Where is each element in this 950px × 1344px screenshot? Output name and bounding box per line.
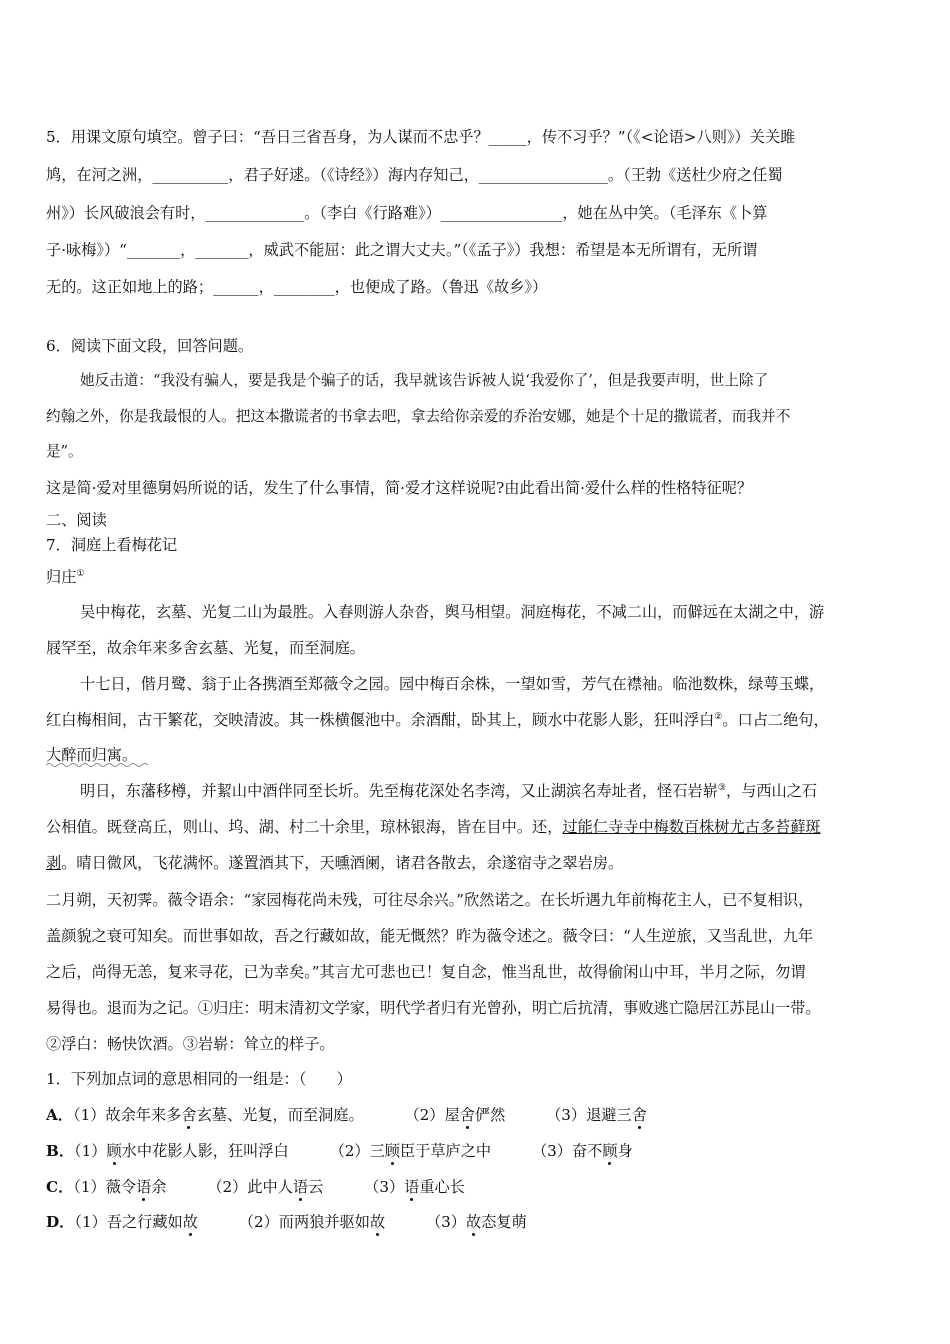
dotted-word: 顾 <box>602 1142 618 1160</box>
option-c <box>46 1177 465 1197</box>
q7-p4-line-2: 盖颜貌之衰可知矣。而世事如故，吾之行藏如故，能无慨然？昨为薇令述之。薇令曰：“人生逆旅，又当乱世，九年 <box>46 927 814 945</box>
option-letter: D． <box>46 1213 75 1231</box>
mcq-stem: 1．下列加点词的意思相同的一组是：（ ） <box>46 1070 352 1088</box>
text-run: 明日，东藩移樽，并絜山中酒伴同至长圻。先至梅花深处名李湾，又止湖滨名寿址者，怪石岩崭 <box>80 782 718 800</box>
text-run: （3） <box>364 1178 405 1196</box>
option-letter: A． <box>46 1106 73 1124</box>
text-run: 红白梅相间，古干繁花，交映清波。其一株横偃池中。余酒酣，卧其上，顾水中花影人影，狂叫浮白 <box>46 711 715 729</box>
q7-p2-line-1: 十七日，偕月鹭、翁于止各携酒至郑薇令之园。园中梅百余株，一望如雪，芳气在襟袖。临池数株，绿萼玉蝶， <box>80 675 825 693</box>
q5-line-3: 州》）长风破浪会有时，_____________。（李白《行路难》）________________，她在丛中笑。（毛泽东《卜算 <box>46 204 768 222</box>
text-run: （1） <box>74 1142 107 1160</box>
q7-p4-line-3: 之后，尚得无恙，复来寻花，已为幸矣。”其言尤可悲也已！复自念，惟当乱世，故得偷闲山中耳，半月之际，勿谓 <box>46 963 806 981</box>
q7-notes: ②浮白：畅快饮酒。③岩崭：耸立的样子。 <box>46 1035 335 1053</box>
q7-p2-line-3: 大醉而归寓。 <box>46 746 138 764</box>
q7-title: 7．洞庭上看梅花记 <box>46 536 178 554</box>
text-run: ，与西山之石 <box>725 782 818 800</box>
q6-passage-line-3: 是”。 <box>46 443 83 460</box>
dotted-word: 顾 <box>384 1142 400 1160</box>
text-run: 云 <box>308 1178 324 1196</box>
q7-p3-line-1 <box>80 781 817 801</box>
section-heading: 二、阅读 <box>46 511 107 529</box>
q7-p3-line-3 <box>46 853 623 873</box>
underlined-sentence: 过能仁寺寺中梅数百株树尤古多苔藓斑 <box>562 818 821 836</box>
option-letter: B． <box>46 1142 75 1160</box>
option-letter: C． <box>46 1178 74 1196</box>
text-run: 。晴日微风，飞花满怀。遂置酒其下，天曛酒阑，诸君各散去，余遂宿寺之翠岩房。 <box>61 854 624 872</box>
dotted-word: 舍 <box>459 1106 475 1124</box>
option-b <box>46 1141 633 1161</box>
q5-line-2: 鸠，在河之洲，__________，君子好逑。（《诗经》）海内存知己，_________________。（王勃《送杜少府之任蜀 <box>46 166 783 184</box>
q5-line-5: 无的。这正如地上的路；______，________，也便成了路。（鲁迅《故乡》） <box>46 278 548 296</box>
text-run: （2）而两狼并驱如 <box>238 1213 370 1231</box>
dotted-word: 舍 <box>631 1106 647 1124</box>
text-run: （1）薇令 <box>73 1178 137 1196</box>
q5-line-1: 5．用课文原句填空。曾子曰：“吾日三省吾身，为人谋而不忠乎？_____，传不习乎？”（《<论语>八则》）关关雎 <box>46 128 796 146</box>
text-run: （2）此中人 <box>207 1178 293 1196</box>
text-run: （2）屋 <box>404 1106 460 1124</box>
footnote-marker: ① <box>76 568 85 579</box>
option-a <box>46 1105 647 1125</box>
q6-passage-line-1: 她反击道：“我没有骗人，要是我是个骗子的话，我早就该告诉被人说‘我爱你了’，但是我要声明，世上除了 <box>80 372 769 389</box>
q7-p1-line-1: 吴中梅花，玄墓、光复二山为最胜。入春则游人杂沓，舆马相望。洞庭梅花，不减二山，而僻远在太湖之中，游 <box>80 603 825 621</box>
q7-p2-line-2 <box>46 710 829 730</box>
option-d <box>46 1212 527 1232</box>
text-run: （3）退避三 <box>546 1106 632 1124</box>
q7-p3-line-2 <box>46 817 821 837</box>
footnote-marker: ③ <box>717 782 726 793</box>
text-run: 公相值。既登高丘，则山、坞、湖、村二十余里，琼林银海，皆在目中。还， <box>46 818 563 836</box>
text-run: （1）故余年来多 <box>72 1106 182 1124</box>
q7-p4-line-1: 二月朔，天初霁。薇令语余：“家园梅花尚未残，可往尽余兴。”欣然诺之。在长圻遇九年前梅花主人，已不复相识， <box>46 891 814 909</box>
text-run: 余 <box>151 1178 167 1196</box>
text-run: （3） <box>425 1213 466 1231</box>
underlined-sentence-end: 剥 <box>46 854 62 872</box>
footnote-marker: ② <box>714 711 723 722</box>
text-run: （3）奋不 <box>531 1142 603 1160</box>
dotted-word: 舍 <box>181 1106 197 1124</box>
text-run: 臣于草庐之中 <box>399 1142 492 1160</box>
dotted-word: 故 <box>466 1213 482 1231</box>
q7-author <box>46 567 84 587</box>
dotted-word: 故 <box>182 1213 198 1231</box>
q6-title: 6．阅读下面文段，回答问题。 <box>46 337 254 355</box>
text-run: （1）吾之行藏如 <box>74 1213 183 1231</box>
q7-p1-line-2: 屐罕至，故余年来多舍玄墓、光复，而至洞庭。 <box>46 639 365 657</box>
text-run: 态复萌 <box>481 1213 527 1231</box>
author-name: 归庄 <box>46 568 77 586</box>
dotted-word: 语 <box>292 1178 309 1196</box>
text-run: 。口占二绝句， <box>722 711 829 729</box>
q6-question: 这是简·爱对里德舅妈所说的话，发生了什么事情，简·爱才这样说呢?由此看出简·爱什么样的性格特征呢？ <box>46 479 753 497</box>
q5-line-4: 子·咏梅》）“_______，_______，威武不能屈：此之谓大丈夫。”（《孟子》）我想：希望是本无所谓有，无所谓 <box>46 241 758 259</box>
text-run: 水中花影人影，狂叫浮白 <box>121 1142 289 1160</box>
text-run: 重心长 <box>419 1178 465 1196</box>
wavy-underline <box>46 751 908 767</box>
q6-passage-line-2: 约翰之外，你是我最恨的人。把这本撒谎者的书拿去吧，拿去给你亲爱的乔治安娜，她是个十足的撒谎者，而我并不 <box>46 408 791 425</box>
q7-p4-line-4: 易得也。退而为之记。①归庄：明末清初文学家，明代学者归有光曾孙，明亡后抗清，事败逃亡隐居江苏昆山一带。 <box>46 999 821 1017</box>
text-run: 身 <box>617 1142 633 1160</box>
text-run: 俨然 <box>474 1106 506 1124</box>
text-run: 玄墓、光复，而至洞庭。 <box>196 1106 364 1124</box>
dotted-word: 顾 <box>106 1142 122 1160</box>
dotted-word: 语 <box>136 1178 152 1196</box>
text-run: （2）三 <box>329 1142 385 1160</box>
dotted-word: 故 <box>369 1213 386 1231</box>
dotted-word: 语 <box>404 1178 420 1196</box>
